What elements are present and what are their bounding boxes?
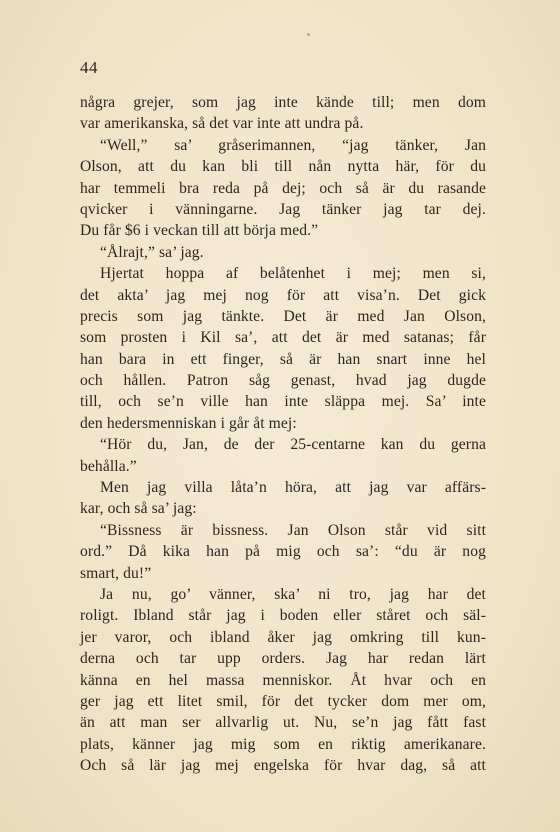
text-line: känna en hel massa menniskor. Åt hvar och en bbox=[80, 671, 486, 689]
text-line: till, och se’n ville han inte släppa mej. Sa’ inte bbox=[80, 393, 486, 411]
paper-speck bbox=[307, 33, 310, 36]
text-line: behålla.” bbox=[80, 457, 137, 475]
page-number: 44 bbox=[80, 58, 98, 77]
text-line: och hållen. Patron såg genast, hvad jag dugde bbox=[80, 372, 486, 390]
text-line: precis som jag tänkte. Det är med Jan Olson, bbox=[80, 307, 486, 325]
text-line: var amerikanska, så det var inte att undra på. bbox=[80, 115, 364, 133]
text-line: än att man ser allvarlig ut. Nu, se’n jag fått fast bbox=[80, 714, 486, 732]
text-line: ger jag ett litet smil, för det tycker dom mer om, bbox=[80, 692, 486, 710]
text-line: plats, känner jag mig som en riktig amerikanare. bbox=[80, 735, 486, 753]
text-line: qvicker i vänningarne. Jag tänker jag tar dej. bbox=[80, 200, 486, 218]
text-line: derna och tar upp orders. Jag har redan lärt bbox=[80, 650, 486, 668]
text-line: “Hör du, Jan, de der 25-centarne kan du gerna bbox=[100, 436, 486, 454]
text-line: Ja nu, go’ vänner, ska’ ni tro, jag har det bbox=[100, 585, 486, 603]
text-line: några grejer, som jag inte kände till; men dom bbox=[80, 94, 486, 111]
text-line: kar, och så sa’ jag: bbox=[80, 500, 197, 518]
text-line: jer varor, och ibland åker jag omkring till kun- bbox=[80, 628, 486, 646]
text-line: som prosten i Kil sa’, att det är med satanas; får bbox=[80, 329, 486, 347]
text-line: det akta’ jag mej nog för att visa’n. Det gick bbox=[80, 286, 486, 304]
text-line: har temmeli bra reda på dej; och så är du rasande bbox=[80, 179, 486, 197]
body-text bbox=[80, 92, 486, 777]
text-line: Men jag villa låta’n höra, att jag var affärs- bbox=[100, 479, 486, 497]
text-line: Du får $6 i veckan till att börja med.” bbox=[80, 222, 319, 240]
text-line: den hedersmenniskan i går åt mej: bbox=[80, 414, 297, 432]
text-line: smart, du!” bbox=[80, 564, 152, 582]
text-line: “Bissness är bissness. Jan Olson står vid sitt bbox=[100, 521, 486, 539]
text-line: Och så lär jag mej engelska för hvar dag, så att bbox=[80, 757, 486, 775]
text-line: Olson, att du kan bli till nån nytta här, för du bbox=[80, 158, 486, 176]
text-line: “Ålrajt,” sa’ jag. bbox=[100, 243, 204, 261]
text-line: Hjertat hoppa af belåtenhet i mej; men si, bbox=[100, 265, 486, 283]
text-line: roligt. Ibland står jag i boden eller ståret och säl- bbox=[80, 607, 486, 625]
text-line: “Well,” sa’ gråserimannen, “jag tänker, Jan bbox=[100, 136, 486, 154]
text-line: ord.” Då kika han på mig och sa’: “du är nog bbox=[80, 543, 486, 561]
text-line: han bara in ett finger, så är han snart inne hel bbox=[80, 350, 486, 368]
